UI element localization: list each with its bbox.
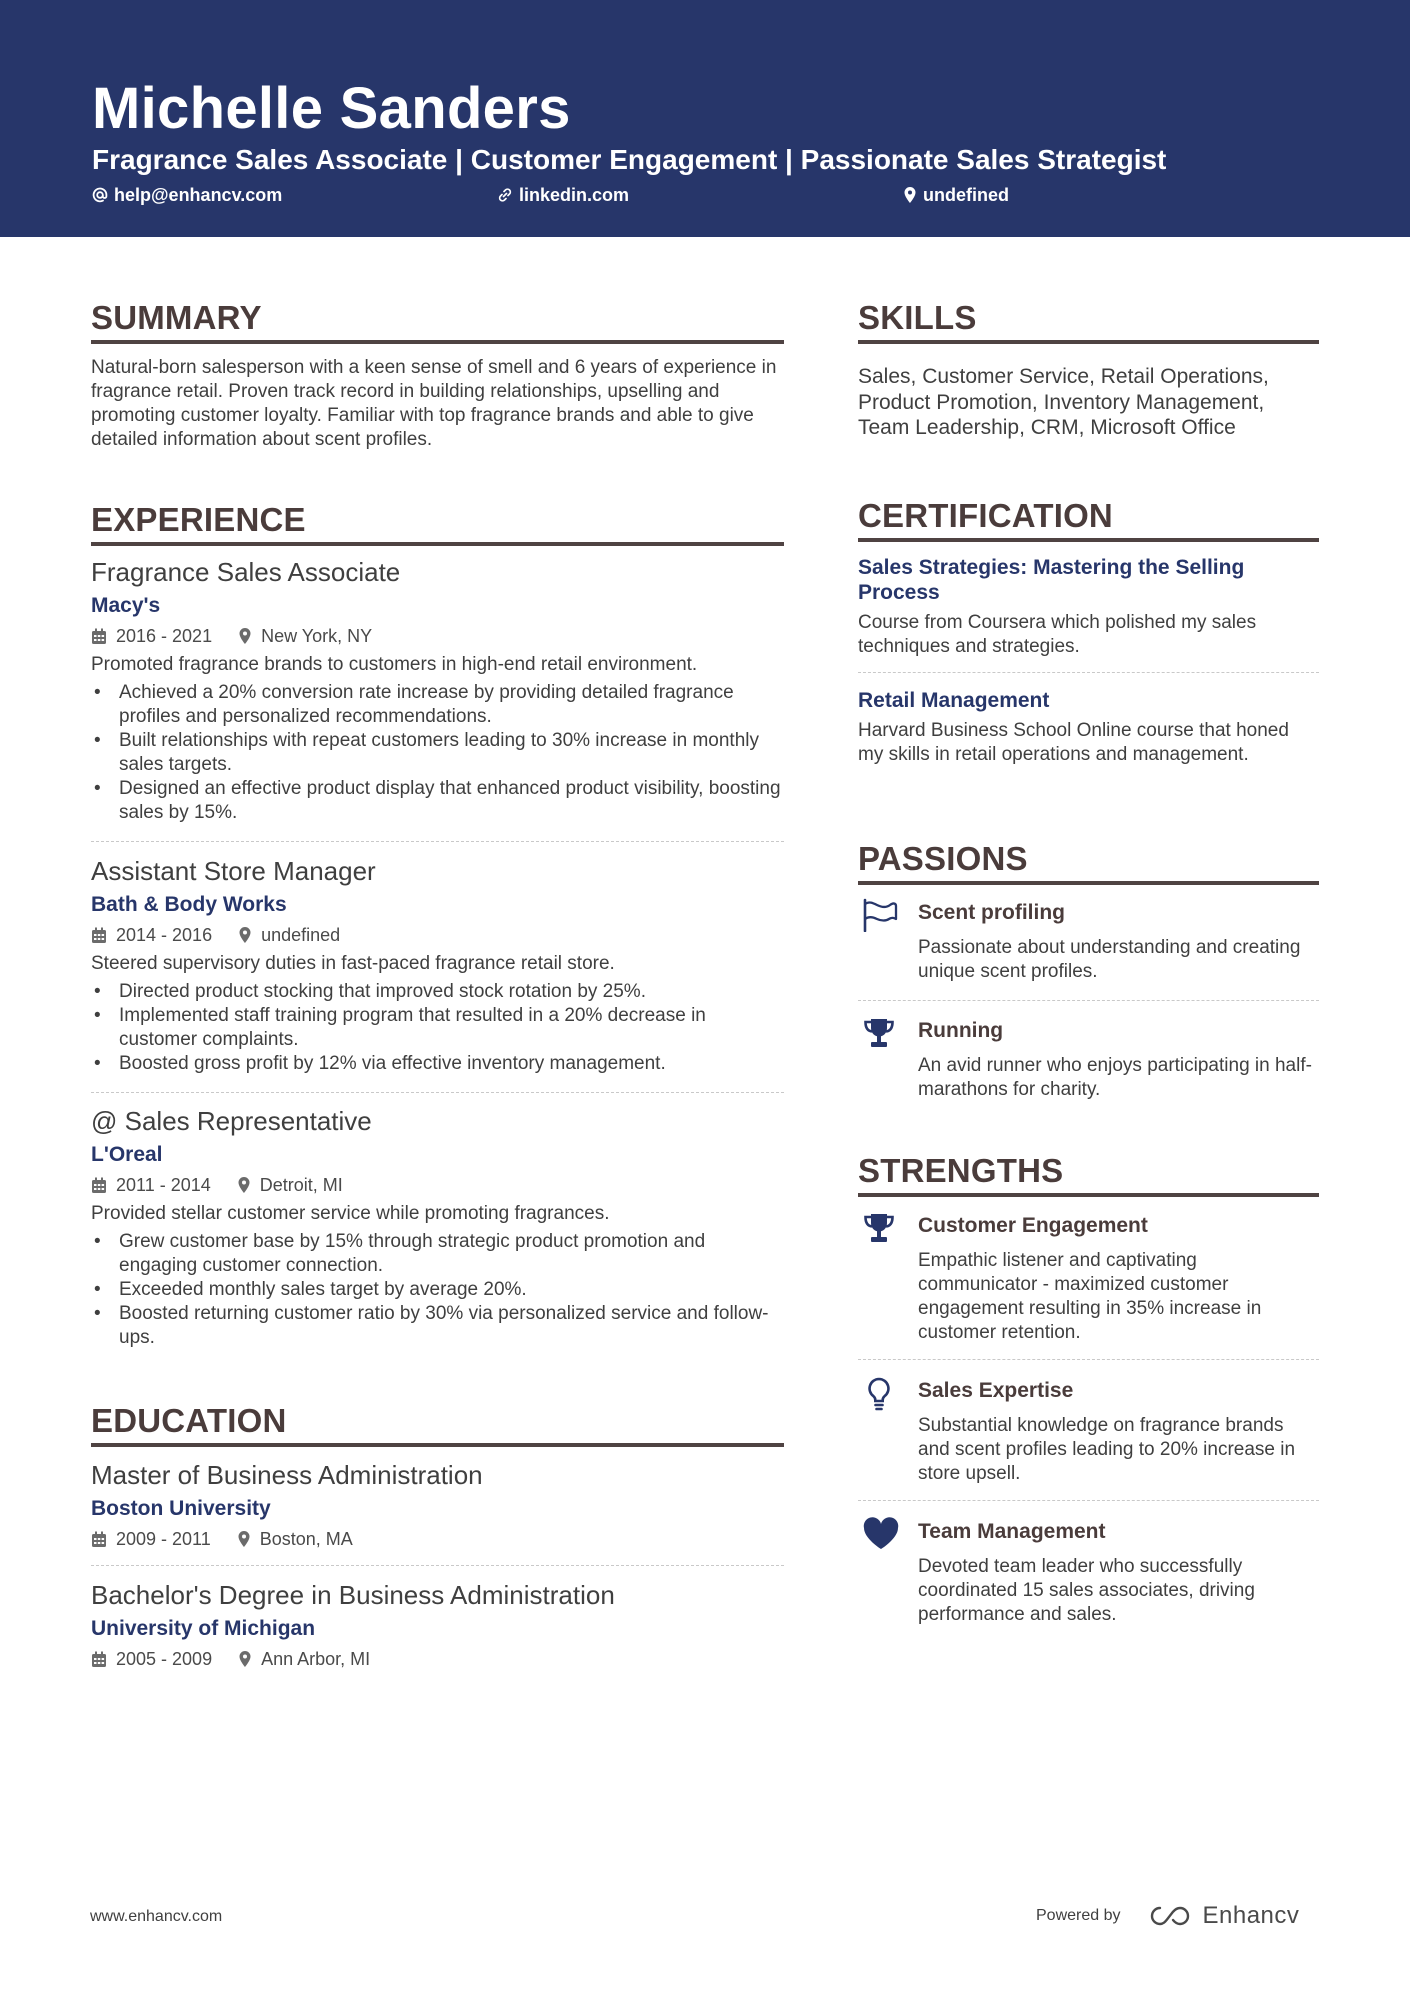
experience-entry <box>91 1105 784 1350</box>
certification-entry <box>858 555 1319 659</box>
enhancv-brand: Enhancv <box>1202 1902 1300 1929</box>
job-location: New York, NY <box>261 626 373 646</box>
location-pin-icon <box>238 627 252 645</box>
job-dates: 2011 - 2014 <box>116 1175 211 1195</box>
degree-title: Bachelor's Degree in Business Administration <box>91 1580 615 1610</box>
education-location: Ann Arbor, MI <box>261 1649 371 1669</box>
job-dates: 2016 - 2021 <box>116 626 213 646</box>
flag-icon <box>862 898 900 932</box>
entry-divider <box>858 672 1319 673</box>
education-location: Boston, MA <box>259 1529 353 1549</box>
candidate-headline: Fragrance Sales Associate | Customer Engagement | Passionate Sales Strategist <box>92 144 1167 175</box>
strengths-heading-wrap <box>858 1151 1319 1197</box>
calendar-icon <box>91 1177 107 1194</box>
certification-description: Course from Coursera which polished my sales techniques and strategies. <box>858 612 1257 657</box>
job-location: Detroit, MI <box>259 1175 343 1195</box>
list-item: • Implemented staff training program that resulted in a 20% decrease in customer complaints. <box>91 1004 784 1052</box>
passion-item <box>858 898 1319 988</box>
entry-divider <box>91 1092 784 1093</box>
job-dates: 2014 - 2016 <box>116 925 213 945</box>
certification-name: Retail Management <box>858 689 1050 712</box>
list-item: • Boosted gross profit by 12% via effective inventory management. <box>91 1052 784 1076</box>
passion-title: Running <box>918 1019 1004 1042</box>
location-pin-icon <box>237 1176 251 1194</box>
candidate-name: Michelle Sanders <box>92 76 571 141</box>
job-bullets <box>91 980 784 1076</box>
summary-heading: SUMMARY <box>91 298 784 344</box>
strength-title: Sales Expertise <box>918 1379 1074 1402</box>
summary-text: Natural-born salesperson with a keen sense of smell and 6 years of experience in fragrance retail. Proven track record in building relationships, upselling and promoting customer loyalty. Familiar with top fragrance brands and able to give detailed information about scent profiles. <box>91 357 777 450</box>
heart-icon <box>862 1517 900 1551</box>
contact-email[interactable] <box>92 183 282 207</box>
skills-section <box>858 298 1319 441</box>
strength-item <box>858 1211 1319 1351</box>
job-meta <box>91 624 784 648</box>
entry-divider <box>858 1000 1319 1001</box>
certification-name: Sales Strategies: Mastering the Selling Process <box>858 556 1245 604</box>
location-pin-icon <box>237 1530 251 1548</box>
certification-entry <box>858 688 1319 767</box>
company-name: Macy's <box>91 594 161 617</box>
school-name: Boston University <box>91 1497 271 1520</box>
summary-section <box>91 298 784 452</box>
education-meta <box>91 1527 784 1551</box>
certification-heading-wrap <box>858 496 1319 542</box>
calendar-icon <box>91 927 107 944</box>
trophy-icon <box>862 1016 896 1050</box>
education-entry <box>91 1459 784 1551</box>
contact-location <box>903 183 1009 207</box>
passion-description: An avid runner who enjoys participating in half-marathons for charity. <box>918 1055 1312 1100</box>
education-entry <box>91 1579 784 1671</box>
education-dates: 2005 - 2009 <box>116 1649 213 1669</box>
job-meta <box>91 1173 784 1197</box>
entry-divider <box>858 1359 1319 1360</box>
job-title: @ Sales Representative <box>91 1106 372 1136</box>
footer-branding[interactable] <box>1036 1902 1299 1930</box>
education-heading-wrap <box>91 1401 784 1447</box>
passion-item <box>858 1016 1319 1106</box>
job-bullets <box>91 1230 784 1350</box>
calendar-icon <box>91 1531 107 1548</box>
strength-description: Devoted team leader who successfully coordinated 15 sales associates, driving performance and sales. <box>918 1556 1255 1625</box>
calendar-icon <box>91 628 107 645</box>
experience-heading: EXPERIENCE <box>91 500 784 546</box>
list-item: • Exceeded monthly sales target by average 20%. <box>91 1278 784 1302</box>
list-item: • Achieved a 20% conversion rate increase by providing detailed fragrance profiles and personalized recommendations. <box>91 681 784 729</box>
list-item: • Grew customer base by 15% through strategic product promotion and engaging customer connection. <box>91 1230 784 1278</box>
contact-linkedin-text: linkedin.com <box>519 185 630 205</box>
header-banner <box>0 0 1410 237</box>
at-icon <box>92 187 108 203</box>
strength-title: Customer Engagement <box>918 1214 1148 1237</box>
education-heading: EDUCATION <box>91 1401 784 1447</box>
certification-heading: CERTIFICATION <box>858 496 1319 542</box>
passion-title: Scent profiling <box>918 901 1065 924</box>
skills-heading: SKILLS <box>858 298 1319 344</box>
location-pin-icon <box>238 926 252 944</box>
list-item: • Designed an effective product display that enhanced product visibility, boosting sales by 15%. <box>91 777 784 825</box>
job-description: Steered supervisory duties in fast-paced fragrance retail store. <box>91 953 615 974</box>
entry-divider <box>91 841 784 842</box>
experience-entry <box>91 855 784 1076</box>
job-title: Fragrance Sales Associate <box>91 557 401 587</box>
passion-description: Passionate about understanding and creating unique scent profiles. <box>918 937 1301 982</box>
list-item: • Boosted returning customer ratio by 30% via personalized service and follow-ups. <box>91 1302 784 1350</box>
contact-email-text: help@enhancv.com <box>114 185 283 205</box>
degree-title: Master of Business Administration <box>91 1460 483 1490</box>
job-description: Promoted fragrance brands to customers in high-end retail environment. <box>91 654 698 675</box>
education-dates: 2009 - 2011 <box>116 1529 211 1549</box>
experience-entry <box>91 556 784 825</box>
contact-linkedin[interactable] <box>497 183 629 207</box>
strength-description: Substantial knowledge on fragrance brands and scent profiles leading to 20% increase in store upsell. <box>918 1415 1296 1484</box>
strength-description: Empathic listener and captivating communicator - maximized customer engagement resulting in 35% increase in customer retention. <box>918 1250 1262 1343</box>
powered-by-label: Powered by <box>1036 1907 1121 1924</box>
company-name: Bath & Body Works <box>91 893 287 916</box>
experience-heading-wrap <box>91 500 784 546</box>
education-meta <box>91 1647 784 1671</box>
job-meta <box>91 923 784 947</box>
location-pin-icon <box>903 186 917 204</box>
certification-description: Harvard Business School Online course that honed my skills in retail operations and management. <box>858 720 1289 765</box>
passions-heading: PASSIONS <box>858 839 1319 885</box>
location-pin-icon <box>238 1650 252 1668</box>
strength-item <box>858 1517 1319 1627</box>
list-item: • Built relationships with repeat customers leading to 30% increase in monthly sales targets. <box>91 729 784 777</box>
passions-heading-wrap <box>858 839 1319 885</box>
school-name: University of Michigan <box>91 1617 316 1640</box>
strength-item <box>858 1376 1319 1486</box>
trophy-icon <box>862 1211 896 1245</box>
entry-divider <box>91 1565 784 1566</box>
strength-title: Team Management <box>918 1520 1106 1543</box>
enhancv-logo-icon <box>1147 1903 1195 1929</box>
footer-website[interactable]: www.enhancv.com <box>90 1908 223 1925</box>
job-location: undefined <box>261 925 341 945</box>
skills-text: Sales, Customer Service, Retail Operations, Product Promotion, Inventory Management, Team Leadership, CRM, Microsoft Office <box>858 365 1269 439</box>
lightbulb-icon <box>862 1376 896 1412</box>
job-description: Provided stellar customer service while promoting fragrances. <box>91 1203 610 1224</box>
job-bullets <box>91 681 784 825</box>
strengths-heading: STRENGTHS <box>858 1151 1319 1197</box>
entry-divider <box>858 1500 1319 1501</box>
calendar-icon <box>91 1651 107 1668</box>
company-name: L'Oreal <box>91 1143 163 1166</box>
link-icon <box>497 187 513 203</box>
job-title: Assistant Store Manager <box>91 856 376 886</box>
contact-location-text: undefined <box>923 185 1009 205</box>
list-item: • Directed product stocking that improved stock rotation by 25%. <box>91 980 784 1004</box>
